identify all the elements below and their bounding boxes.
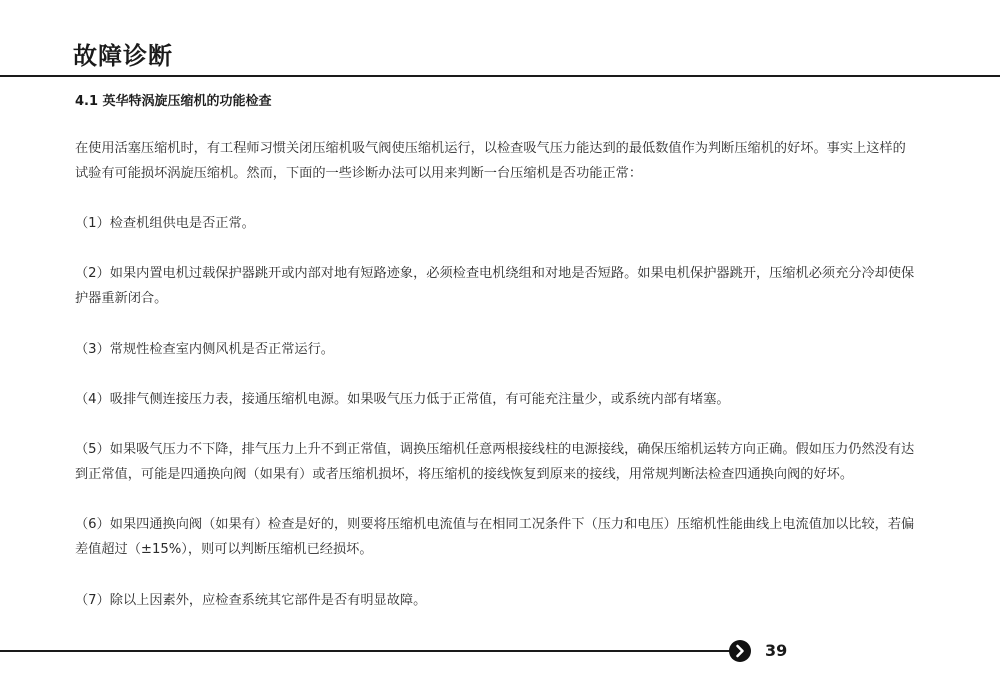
footer-divider [0,650,735,652]
step-6-paragraph: （6）如果四通换向阀（如果有）检查是好的，则要将压缩机电流值与在相同工况条件下（压力和电压）压缩机性能曲线上电流值加以比较，若偏差值超过（±15%），则可以判断压缩机已经损坏。 [75,517,915,557]
intro-paragraph: 在使用活塞压缩机时，有工程师习惯关闭压缩机吸气阀使压缩机运行，以检查吸气压力能达到的最低数值作为判断压缩机的好坏。事实上这样的试验有可能损坏涡旋压缩机。然而，下面的一些诊断办法可以用来判断一台压缩机是否功能正常： [75,141,906,181]
section-heading: 4.1 英华特涡旋压缩机的功能检查 [75,94,272,109]
page-number: 39 [765,641,788,660]
step-1-paragraph: （1）检查机组供电是否正常。 [75,216,255,231]
title-divider [0,75,1000,77]
step-4-paragraph: （4）吸排气侧连接压力表，接通压缩机电源。如果吸气压力低于正常值，有可能充注量少，或系统内部有堵塞。 [75,392,730,407]
page-title: 故障诊断 [73,42,173,70]
step-5-paragraph: （5）如果吸气压力不下降，排气压力上升不到正常值，调换压缩机任意两根接线柱的电源接线，确保压缩机运转方向正确。假如压力仍然没有达到正常值，可能是四通换向阀（如果有）或者压缩机损坏，将压缩机的接线恢复到原来的接线，用常规判断法检查四通换向阀的好坏。 [75,442,915,482]
step-2-paragraph: （2）如果内置电机过载保护器跳开或内部对地有短路迹象，必须检查电机绕组和对地是否短路。如果电机保护器跳开，压缩机必须充分冷却使保护器重新闭合。 [75,266,915,306]
circle-arrow-right-icon [729,640,751,662]
step-3-paragraph: （3）常规性检查室内侧风机是否正常运行。 [75,342,334,357]
step-7-paragraph: （7）除以上因素外，应检查系统其它部件是否有明显故障。 [75,593,427,608]
